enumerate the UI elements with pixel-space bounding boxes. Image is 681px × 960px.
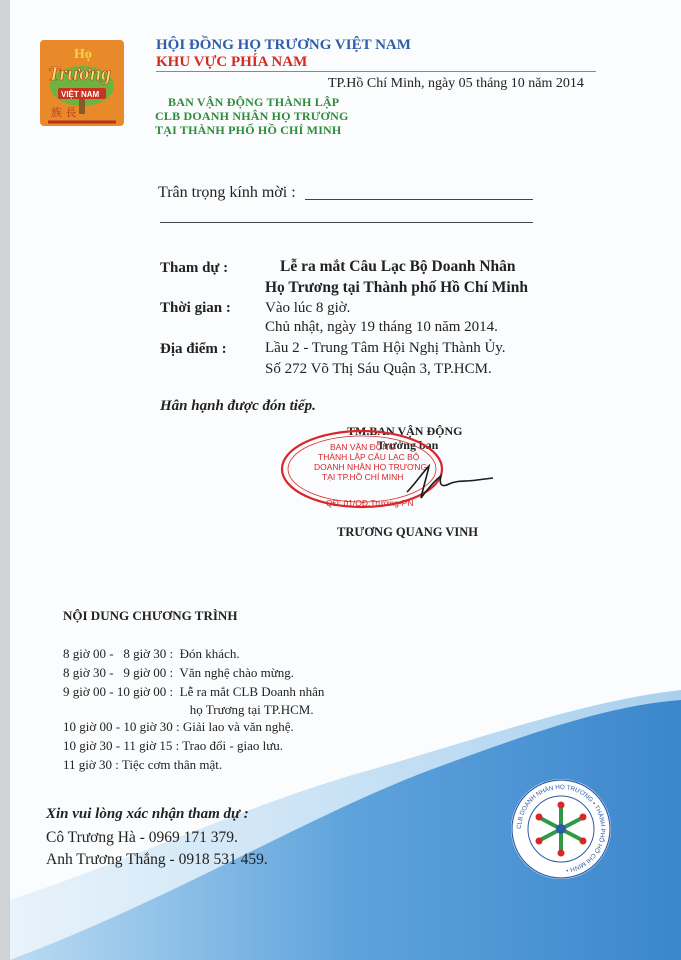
council-name: HỘI ĐỒNG HỌ TRƯƠNG VIỆT NAM [156,37,411,53]
program-item: 8 giờ 00 - 8 giờ 30 : Đón khách. [63,646,240,661]
region-name: KHU VỰC PHÍA NAM [156,54,308,70]
invite-label: Trân trọng kính mời : [158,184,296,201]
stamp-line-5: QĐ: 01/QĐ.Trương-PN [326,498,414,508]
committee-line-2: CLB DOANH NHÂN HỌ TRƯƠNG [155,109,349,123]
program-item: 10 giờ 30 - 11 giờ 15 : Trao đổi - giao lưu. [63,738,284,753]
time-label: Thời gian : [160,300,231,316]
place-label: Địa điểm : [160,341,227,357]
stamp-line-4: TẠI TP.HỒ CHÍ MINH [322,472,404,482]
place-line-1: Lầu 2 - Trung Tâm Hội Nghị Thành Ủy. [265,340,506,356]
rsvp-contact-2: Anh Trương Thắng - 0918 531 459. [46,851,268,868]
header-divider [156,71,596,72]
committee-line-3: TẠI THÀNH PHỐ HỒ CHÍ MINH [155,123,342,137]
issue-date: TP.Hồ Chí Minh, ngày 05 tháng 10 năm 2014 [328,76,584,91]
attend-label: Tham dự : [160,260,229,276]
invitation-page [10,0,681,960]
rsvp-title: Xin vui lòng xác nhận tham dự : [46,806,249,822]
rsvp-contact-1: Cô Trương Hà - 0969 171 379. [46,829,238,846]
program-item: 10 giờ 00 - 10 giờ 30 : Giải lao và văn nghệ. [63,719,294,734]
program-item: 11 giờ 30 : Tiệc cơm thân mật. [63,757,223,772]
club-emblem [510,778,612,880]
time-line-1: Vào lúc 8 giờ. [265,300,351,316]
welcome-text: Hân hạnh được đón tiếp. [160,398,316,414]
event-title-line-1: Lễ ra mắt Câu Lạc Bộ Doanh Nhân [280,258,516,275]
svg-text:族 長: 族 長 [51,106,77,119]
ho-truong-logo [40,40,124,126]
program-title: NỘI DUNG CHƯƠNG TRÌNH [63,608,238,623]
program-item: họ Trương tại TP.HCM. [63,702,314,717]
stamp-line-2: THÀNH LẬP CÂU LẠC BỘ [318,452,420,462]
handwritten-signature [405,462,495,502]
signature-title: TM.BAN VẬN ĐỘNG [347,424,463,438]
place-line-2: Số 272 Võ Thị Sáu Quận 3, TP.HCM. [265,361,492,377]
stamp-line-1: BAN VẬN ĐỘNG [330,442,396,452]
invitee-blank-line [305,199,533,200]
program-item: 8 giờ 30 - 9 giờ 00 : Văn nghệ chào mừng. [63,665,295,680]
svg-text:Trương: Trương [48,63,112,85]
time-line-2: Chủ nhật, ngày 19 tháng 10 năm 2014. [265,319,498,335]
event-title-line-2: Họ Trương tại Thành phố Hồ Chí Minh [265,279,528,296]
svg-text:VIỆT NAM: VIỆT NAM [61,90,100,99]
signer-name: TRƯƠNG QUANG VINH [337,525,478,539]
committee-line-1: BAN VẬN ĐỘNG THÀNH LẬP [168,95,340,109]
signature-role: Trưởng ban [377,438,439,452]
program-item: 9 giờ 00 - 10 giờ 00 : Lễ ra mắt CLB Doanh nhân [63,684,325,699]
svg-text:CLB DOANH NHÂN HỌ TRƯƠNG • THÀ: CLB DOANH NHÂN HỌ TRƯƠNG • THÀNH PHỐ HỒ CHÍ MINH • [515,783,607,874]
stamp-line-3: DOANH NHÂN HỌ TRƯƠNG [314,462,428,472]
svg-text:Họ: Họ [74,47,92,62]
invitee-blank-line-2 [160,222,533,223]
